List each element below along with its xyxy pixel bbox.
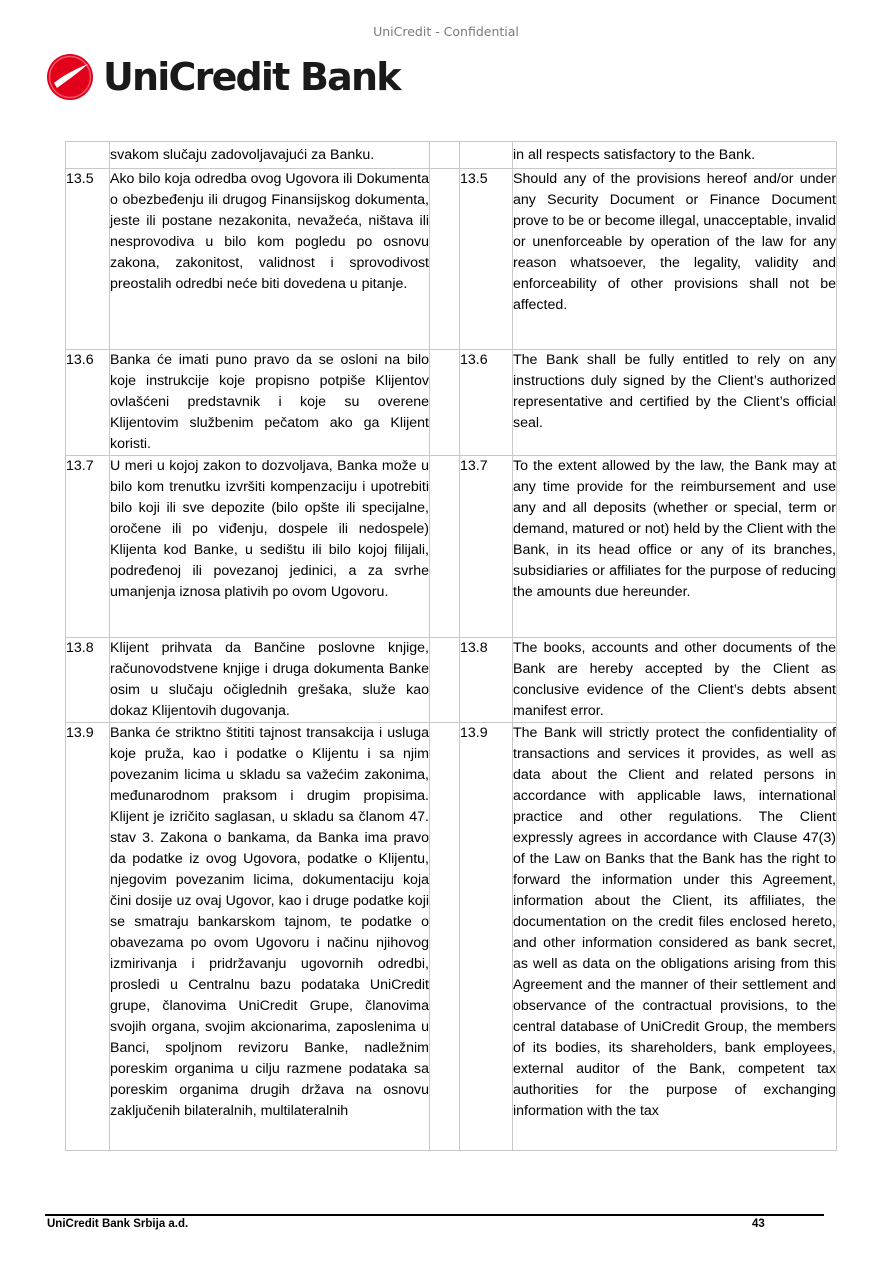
- clause-text-en: The Bank shall be fully entitled to rely on any instructions duly signed by the Client’s authorized representative and certified by the Client’s official seal.: [513, 350, 837, 456]
- clause-number-sr: 13.6: [66, 350, 110, 456]
- clause-number-en: [460, 142, 513, 169]
- clause-number-sr: [66, 142, 110, 169]
- confidential-label: UniCredit - Confidential: [373, 24, 519, 39]
- unicredit-logo-icon: [45, 52, 95, 102]
- clause-number-sr: 13.7: [66, 456, 110, 638]
- table-row: [66, 456, 837, 638]
- footer-divider: [45, 1214, 824, 1216]
- bank-logo: [45, 52, 400, 102]
- clause-text-en: The books, accounts and other documents of the Bank are hereby accepted by the Client as conclusive evidence of the Client’s debts absent manifest error.: [513, 638, 837, 723]
- clause-number-en: 13.6: [460, 350, 513, 456]
- column-gap: [430, 350, 460, 456]
- table-row: [66, 723, 837, 1151]
- clause-number-en: 13.8: [460, 638, 513, 723]
- clause-text-en: Should any of the provisions hereof and/or under any Security Document or Finance Document prove to be or become illegal, unacceptable, invalid or unenforceable by operation of the law for any reason whatsoever, the legality, validity and enforceability of other provisions shall not be affected.: [513, 169, 837, 350]
- clause-text-sr: Banka će striktno štititi tajnost transakcija i usluga koje pruža, kao i podatke o Klijentu i sa njim povezanim licima u skladu sa važećim zakonima, međunarodnom praksom i drugim propisima. Klijent je izričito saglasan, u skladu sa članom 47. stav 3. Zakona o bankama, da Banka ima pravo da podatke iz ovog Ugovora, podatke o Klijentu, njegovim povezanim licima, dokumentaciju koja čini dosije uz ovaj Ugovor, kao i druge podatke koji se smatraju bankarskom tajnom, te podatke o obavezama po ovom Ugovoru i načinu njihovog izmirivanja i pridržavanju ugovornih odredbi, prosledi u Centralnu bazu podataka UniCredit grupe, članovima UniCredit Grupe, članovima svojih organa, svojim akcionarima, zaposlenima u Banci, spoljnom revizoru Banke, nadležnim poreskim organima u cilju razmene podataka sa poreskim organima drugih država na osnovu zaključenih bilateralnih, multilateralnih: [110, 723, 430, 1151]
- clause-text-en: in all respects satisfactory to the Bank.: [513, 142, 837, 169]
- contract-table: [65, 141, 837, 1151]
- clause-text-sr: Ako bilo koja odredba ovog Ugovora ili Dokumenta o obezbeđenju ili drugog Finansijskog dokumenta, jeste ili postane nezakonita, nevažeća, ništava ili nesprovodiva u bilo kom pogledu po osnovu zakona, zakonitost, validnost i sprovodivost preostalih odredbi neće biti dovedena u pitanje.: [110, 169, 430, 350]
- table-row: [66, 169, 837, 350]
- clause-number-sr: 13.9: [66, 723, 110, 1151]
- clause-text-en: The Bank will strictly protect the confidentiality of transactions and services it provides, as well as data about the Client and related persons in accordance with applicable laws, international practice and other regulations. The Client expressly agrees in accordance with Clause 47(3) of the Law on Banks that the Bank has the right to forward the information under this Agreement, information about the Client, its affiliates, the documentation on the credit files enclosed hereto, and other information considered as bank secret, as well as data on the obligations arising from this Agreement and the manner of their settlement and observance of the contractual provisions, to the central database of UniCredit Group, the members of its bodies, its shareholders, bank employees, external auditor of the Bank, competent tax authorities for the purpose of exchanging information with the tax: [513, 723, 837, 1151]
- clause-text-sr: svakom slučaju zadovoljavajući za Banku.: [110, 142, 430, 169]
- column-gap: [430, 456, 460, 638]
- logo-text: UniCredit Bank: [103, 55, 400, 99]
- clause-text-en: To the extent allowed by the law, the Bank may at any time provide for the reimbursement and use any and all deposits (whether or special, term or demand, matured or not) held by the Client with the Bank, in its head office or any of its branches, subsidiaries or affiliates for the purpose of reducing the amounts due hereunder.: [513, 456, 837, 638]
- clause-text-sr: Banka će imati puno pravo da se osloni na bilo koje instrukcije koje propisno potpiše Klijentov ovlašćeni predstavnik i koje su overene Klijentovim službenim pečatom ako ga Klijent koristi.: [110, 350, 430, 456]
- clause-text-sr: Klijent prihvata da Bančine poslovne knjige, računovodstvene knjige i druga dokumenta Banke osim u slučaju očiglednih grešaka, služe kao dokaz Klijentovih dugovanja.: [110, 638, 430, 723]
- clause-number-en: 13.9: [460, 723, 513, 1151]
- clause-text-sr: U meri u kojoj zakon to dozvoljava, Banka može u bilo kom trenutku izvršiti kompenzaciju i upotrebiti bilo koji ili sve depozite (bilo opšte ili specijalne, oročene ili po viđenju, dospele ili nedospele) Klijenta kod Banke, u sedištu ili bilo kojoj filijali, podređenoj ili povezanoj jedinici, a za svrhe umanjenja iznosa plativih po ovom Ugovoru.: [110, 456, 430, 638]
- column-gap: [430, 638, 460, 723]
- clause-number-sr: 13.8: [66, 638, 110, 723]
- table-row: [66, 638, 837, 723]
- clause-number-en: 13.5: [460, 169, 513, 350]
- column-gap: [430, 169, 460, 350]
- footer-company: UniCredit Bank Srbija a.d.: [47, 1218, 189, 1230]
- table-row: [66, 142, 837, 169]
- page-number: 43: [752, 1218, 765, 1230]
- clause-number-sr: 13.5: [66, 169, 110, 350]
- clause-number-en: 13.7: [460, 456, 513, 638]
- column-gap: [430, 142, 460, 169]
- table-row: [66, 350, 837, 456]
- column-gap: [430, 723, 460, 1151]
